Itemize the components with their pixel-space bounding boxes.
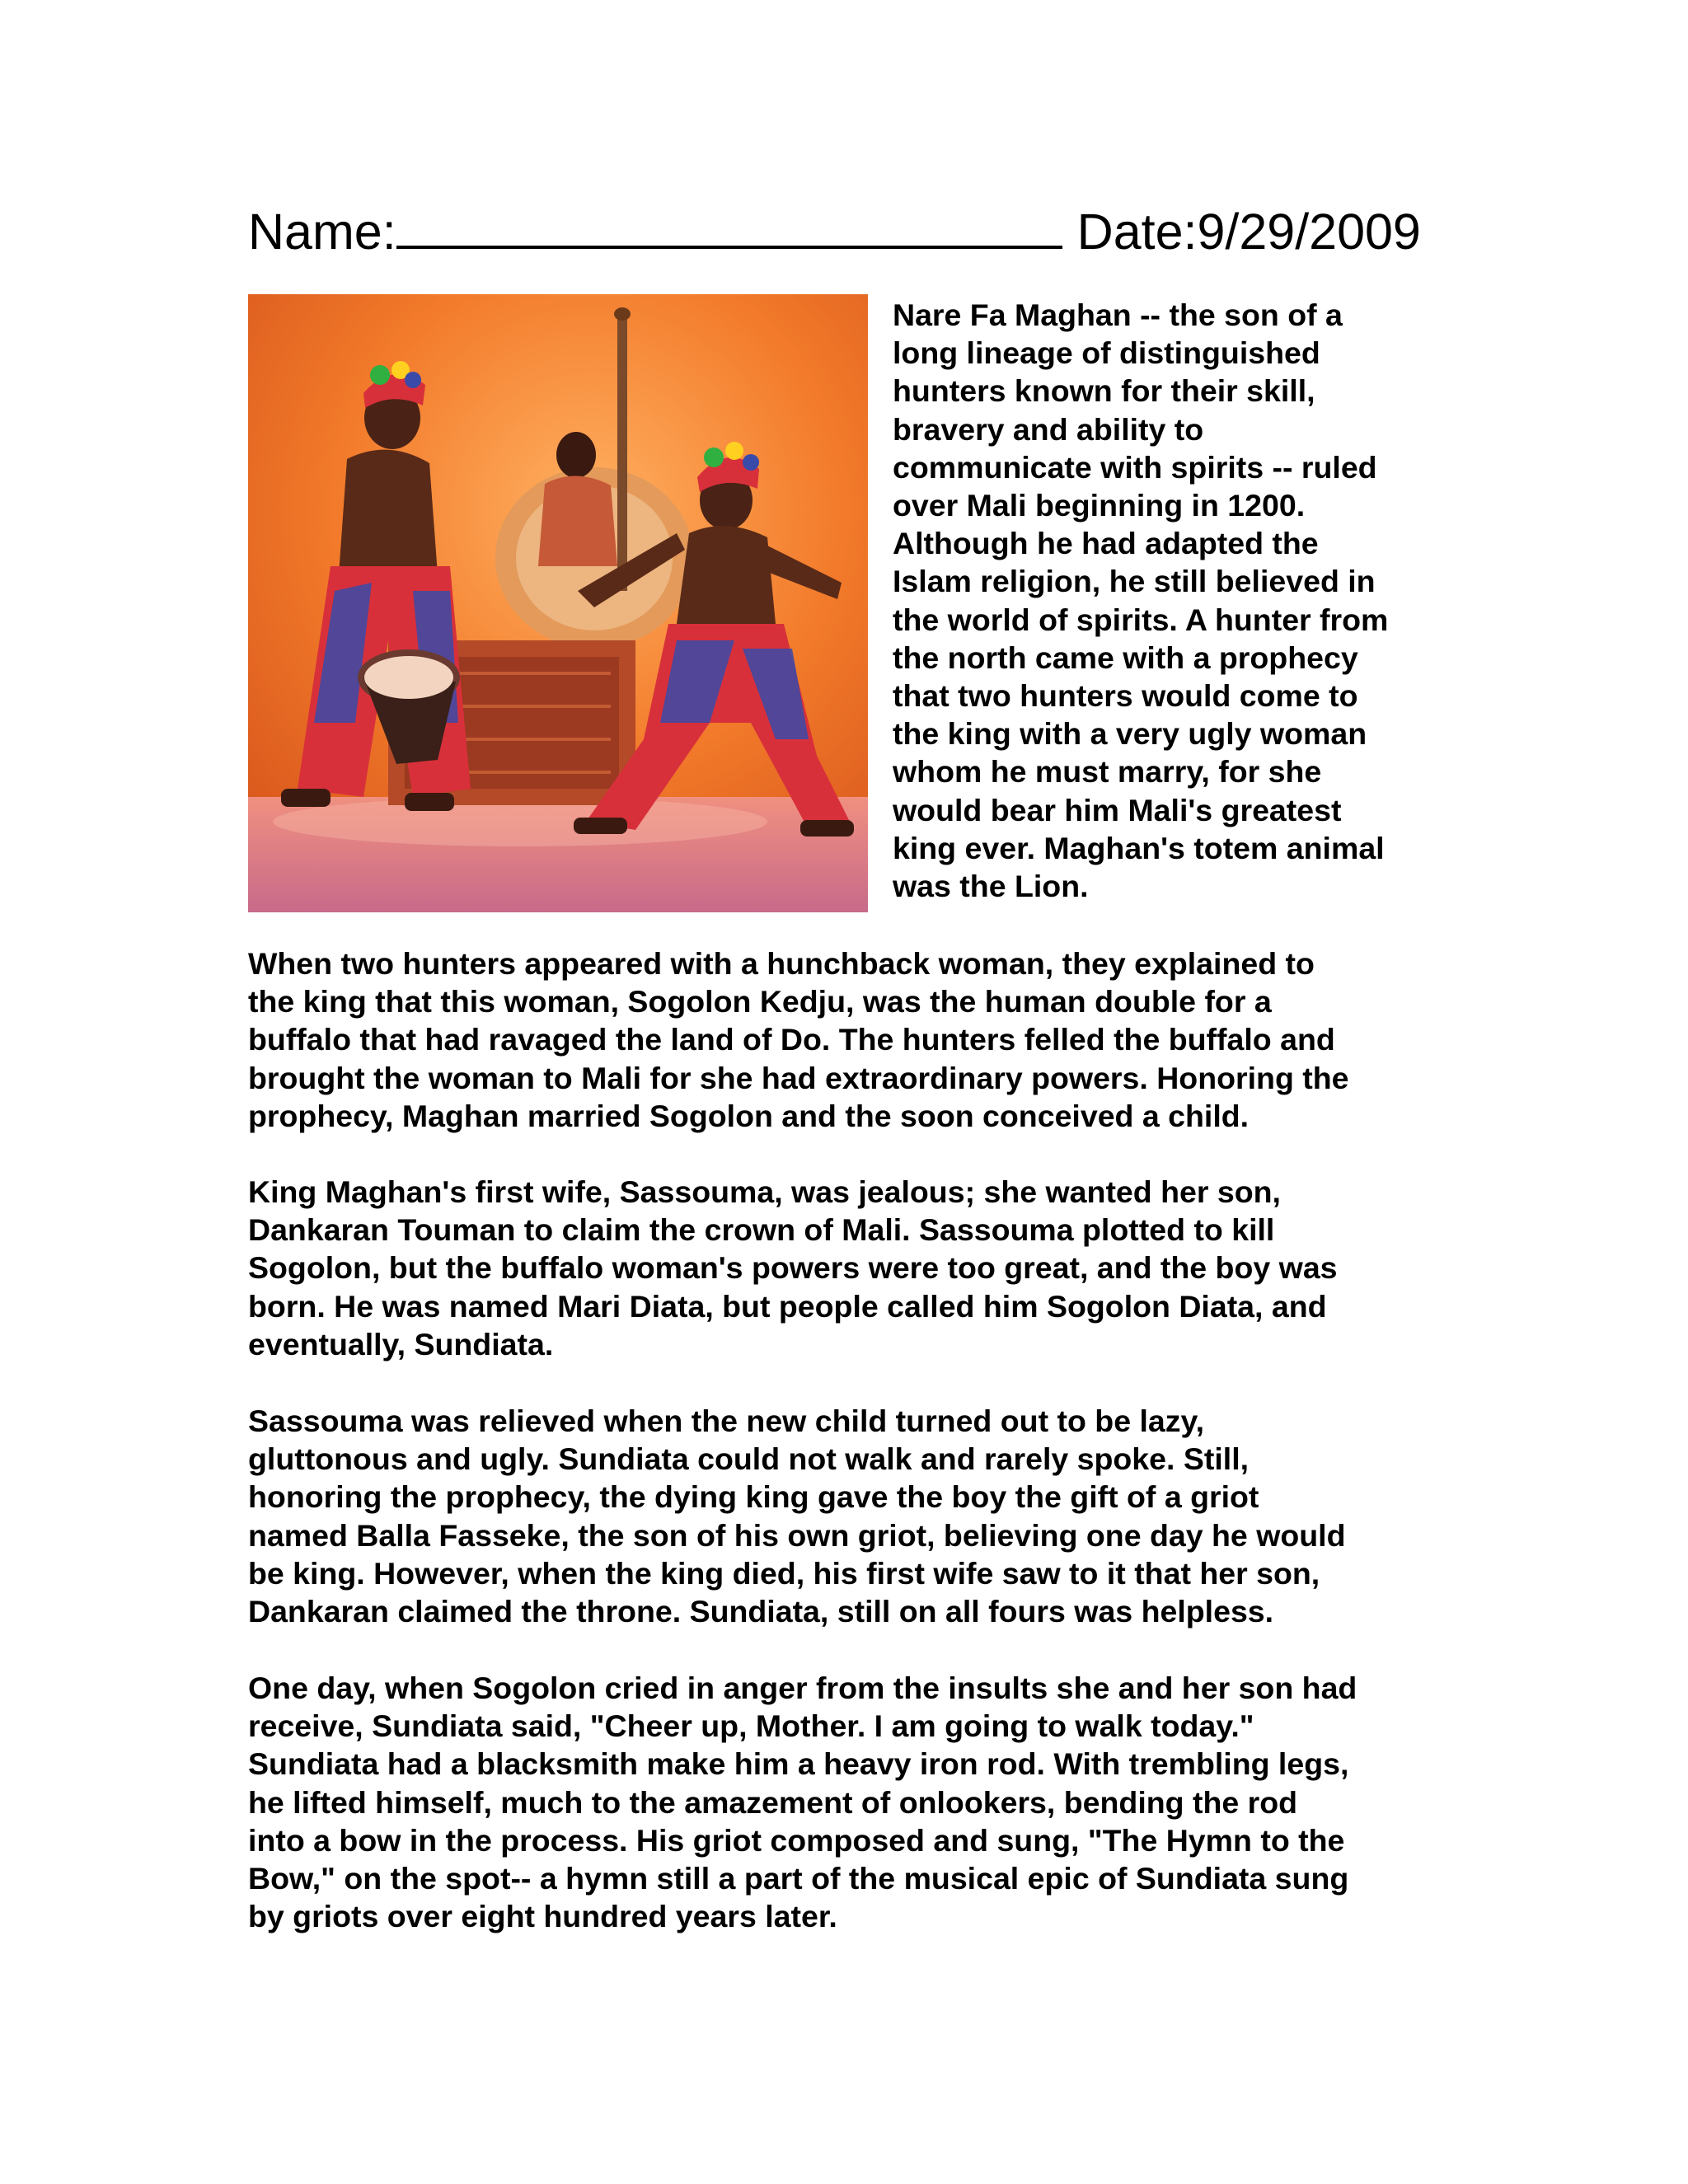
paragraph-line: born. He was named Mari Diata, but people called him Sogolon Diata, and (248, 1288, 1327, 1324)
side-text-line: Islam religion, he still believed in (893, 564, 1376, 599)
paragraph-sundiata-walks (248, 1669, 1484, 1935)
paragraph-line: he lifted himself, much to the amazement of onlookers, bending the rod (248, 1784, 1298, 1820)
side-text-line: over Mali beginning in 1200. (893, 488, 1306, 523)
name-label: Name: (248, 204, 396, 260)
side-text-line: the world of spirits. A hunter from (893, 602, 1389, 637)
paragraph-line: gluttonous and ugly. Sundiata could not walk and rarely spoke. Still, (248, 1441, 1250, 1477)
paragraph-line: buffalo that had ravaged the land of Do. The hunters felled the buffalo and (248, 1022, 1335, 1057)
paragraph-line: eventually, Sundiata. (248, 1326, 554, 1361)
side-text-line: the north came with a prophecy (893, 640, 1358, 675)
paragraph-line: named Balla Fasseke, the son of his own griot, believing one day he would (248, 1517, 1346, 1553)
side-text-line: whom he must marry, for she (893, 754, 1322, 790)
side-text-line: Nare Fa Maghan -- the son of a (893, 298, 1343, 332)
side-text-line: king ever. Maghan's totem animal (893, 830, 1385, 865)
paragraph-line: be king. However, when the king died, his first wife saw to it that her son, (248, 1555, 1320, 1591)
paragraph-line: Sassouma was relieved when the new child turned out to be lazy, (248, 1404, 1204, 1438)
paragraph-line: brought the woman to Mali for she had extraordinary powers. Honoring the (248, 1060, 1349, 1095)
date-label: Date: (1076, 204, 1198, 260)
side-text-line: would bear him Mali's greatest (893, 792, 1342, 827)
side-text-line: hunters known for their skill, (893, 373, 1315, 409)
paragraph-line: Sundiata had a blacksmith make him a heavy iron rod. With trembling legs, (248, 1746, 1349, 1782)
side-text-line: that two hunters would come to (893, 678, 1358, 714)
side-text-line: the king with a very ugly woman (893, 716, 1367, 752)
date-value: 9/29/2009 (1197, 204, 1421, 260)
paragraph-sundiata-childhood (248, 1402, 1484, 1630)
paragraph-line: One day, when Sogolon cried in anger from the insults she and her son had (248, 1671, 1357, 1705)
paragraph-line: by griots over eight hundred years later. (248, 1899, 837, 1934)
paragraph-line: King Maghan's first wife, Sassouma, was jealous; she wanted her son, (248, 1174, 1281, 1209)
paragraph-line: Sogolon, but the buffalo woman's powers were too great, and the boy was (248, 1250, 1338, 1286)
side-text-line: Although he had adapted the (893, 526, 1319, 561)
dancers-drummer-photo (248, 294, 868, 912)
paragraph-line: receive, Sundiata said, "Cheer up, Mother. I am going to walk today." (248, 1708, 1254, 1744)
side-text-line: communicate with spirits -- ruled (893, 449, 1377, 485)
paragraph-line: the king that this woman, Sogolon Kedju, was the human double for a (248, 984, 1272, 1019)
paragraph-line: honoring the prophecy, the dying king gave the boy the gift of a griot (248, 1479, 1259, 1515)
side-text-line: was the Lion. (893, 869, 1089, 904)
worksheet-header (248, 196, 1468, 262)
paragraph-line: Dankaran Touman to claim the crown of Mali. Sassouma plotted to kill (248, 1212, 1275, 1248)
dancers-drummer-icon (248, 294, 868, 912)
side-text-line: bravery and ability to (893, 411, 1204, 447)
paragraph-hunters (248, 944, 1484, 1135)
side-text-line: long lineage of distinguished (893, 335, 1320, 371)
paragraph-sassouma-jealous (248, 1173, 1484, 1363)
intro-side-text (893, 296, 1453, 905)
paragraph-line: Bow," on the spot-- a hymn still a part of the musical epic of Sundiata sung (248, 1861, 1349, 1896)
name-blank-line (396, 196, 1062, 249)
paragraph-line: into a bow in the process. His griot composed and sung, "The Hymn to the (248, 1822, 1345, 1858)
paragraph-line: Dankaran claimed the throne. Sundiata, still on all fours was helpless. (248, 1594, 1274, 1629)
paragraph-line: When two hunters appeared with a hunchback woman, they explained to (248, 946, 1315, 981)
paragraph-line: prophecy, Maghan married Sogolon and the soon conceived a child. (248, 1098, 1250, 1133)
